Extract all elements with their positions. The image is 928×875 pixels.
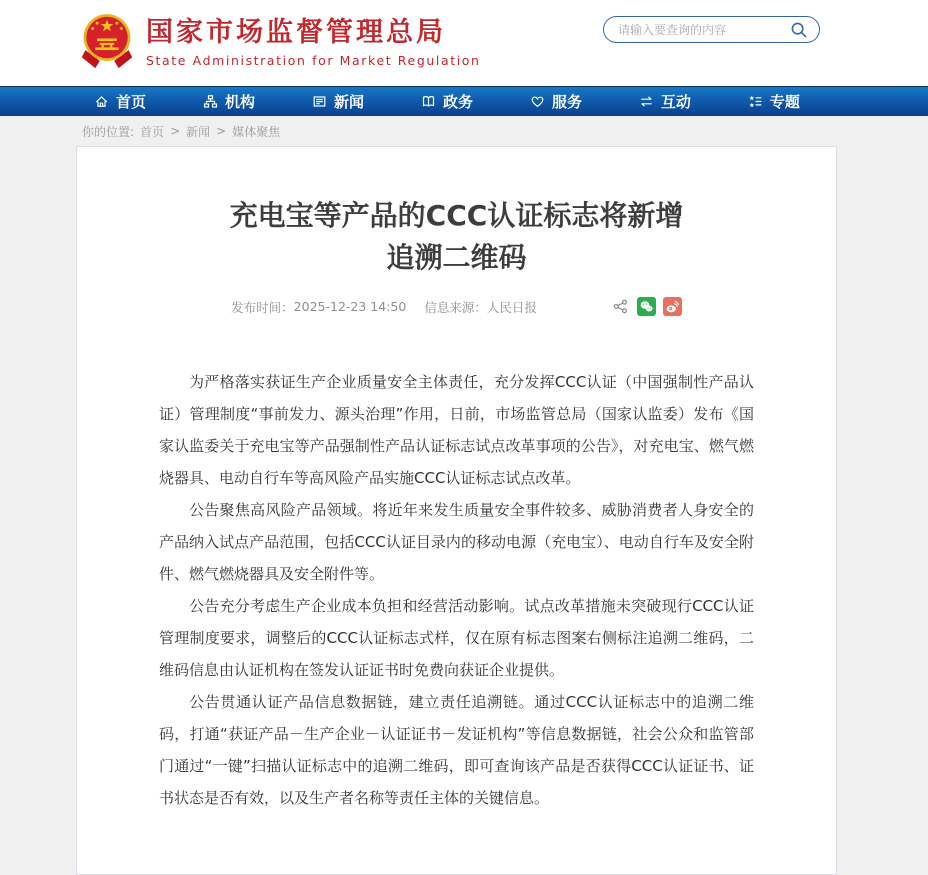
nav-item-news[interactable] xyxy=(312,91,364,112)
breadcrumb xyxy=(0,116,928,146)
breadcrumb-separator: > xyxy=(216,124,227,138)
info-source-label: 信息来源： xyxy=(424,299,487,315)
site-titles xyxy=(146,16,481,68)
home-icon xyxy=(94,94,109,109)
share-buttons xyxy=(611,297,682,316)
service-heart-icon xyxy=(530,94,545,109)
publish-time xyxy=(231,298,406,316)
nav-item-label: 机构 xyxy=(224,93,255,111)
share-nodes-icon[interactable] xyxy=(611,297,630,316)
search-button[interactable] xyxy=(789,20,809,40)
nav-item-government[interactable] xyxy=(421,91,473,112)
article-title xyxy=(159,195,754,279)
breadcrumb-item-media-focus[interactable]: 媒体聚焦 xyxy=(232,124,281,139)
national-emblem-icon xyxy=(80,12,134,72)
article-title-line2: 追溯二维码 xyxy=(386,241,527,274)
nav-item-label: 新闻 xyxy=(333,93,364,111)
info-source xyxy=(424,298,537,316)
site-header xyxy=(0,0,928,86)
article-paragraph: 公告贯通认证产品信息数据链，建立责任追溯链。通过CCC认证标志中的追溯二维码，打通“获证产品－生产企业－认证证书－发证机构”等信息数据链，社会公众和监管部门通过“一键”扫描认证标志中的追溯二维码，即可查询该产品是否获得CCC认证证书、证书状态是否有效，以及生产者名称等责任主体的关键信息。 xyxy=(159,693,754,807)
publish-time-label: 发布时间： xyxy=(231,299,294,315)
site-logo[interactable] xyxy=(80,12,481,72)
article-body xyxy=(159,366,754,814)
nav-item-label: 专题 xyxy=(769,93,800,111)
site-title-cn: 国家市场监督管理总局 xyxy=(146,17,446,48)
breadcrumb-item-home[interactable]: 首页 xyxy=(140,124,165,139)
nav-item-topics[interactable] xyxy=(748,91,800,112)
article-paragraph: 公告充分考虑生产企业成本负担和经营活动影响。试点改革措施未突破现行CCC认证管理制度要求，调整后的CCC认证标志式样，仅在原有标志图案右侧标注追溯二维码，二维码信息由认证机构在签发认证证书时免费向获证企业提供。 xyxy=(159,597,754,679)
breadcrumb-prefix: 你的位置: xyxy=(82,124,135,139)
special-topics-icon xyxy=(748,94,763,109)
nav-item-label: 首页 xyxy=(116,93,147,111)
nav-item-label: 政务 xyxy=(442,93,473,111)
nav-item-interaction[interactable] xyxy=(639,91,691,112)
article-paragraph: 为严格落实获证生产企业质量安全主体责任，充分发挥CCC认证（中国强制性产品认证）管理制度“事前发力、源头治理”作用，日前，市场监管总局（国家认监委）发布《国家认监委关于充电宝等产品强制性产品认证标志试点改革事项的公告》，对充电宝、燃气燃烧器具、电动自行车等高风险产品实施CCC认证标志试点改革。 xyxy=(159,373,754,487)
news-icon xyxy=(312,94,327,109)
organization-icon xyxy=(203,94,218,109)
nav-item-label: 服务 xyxy=(551,93,582,111)
breadcrumb-item-news[interactable]: 新闻 xyxy=(186,124,211,139)
publish-time-value: 2025-12-23 14:50 xyxy=(293,299,407,314)
weibo-share-icon[interactable] xyxy=(663,297,682,316)
nav-item-home[interactable] xyxy=(94,91,146,112)
article-title-line1: 充电宝等产品的CCC认证标志将新增 xyxy=(229,199,684,232)
wechat-share-icon[interactable] xyxy=(637,297,656,316)
article-card xyxy=(76,146,837,875)
nav-item-label: 互动 xyxy=(660,93,691,111)
nav-item-service[interactable] xyxy=(530,91,582,112)
search-input[interactable] xyxy=(618,23,789,37)
interaction-arrows-icon xyxy=(639,94,654,109)
government-affairs-icon xyxy=(421,94,436,109)
info-source-value: 人民日报 xyxy=(486,299,537,315)
article-meta xyxy=(159,297,754,316)
site-title-en: State Administration for Market Regulation xyxy=(146,53,481,68)
main-nav xyxy=(0,86,928,116)
nav-item-organization[interactable] xyxy=(203,91,255,112)
search-box[interactable] xyxy=(603,16,820,43)
search-icon xyxy=(790,21,808,39)
breadcrumb-separator: > xyxy=(170,124,181,138)
article-paragraph: 公告聚焦高风险产品领域。将近年来发生质量安全事件较多、威胁消费者人身安全的产品纳入试点产品范围，包括CCC认证目录内的移动电源（充电宝）、电动自行车及安全附件、燃气燃烧器具及安全附件等。 xyxy=(159,501,754,583)
